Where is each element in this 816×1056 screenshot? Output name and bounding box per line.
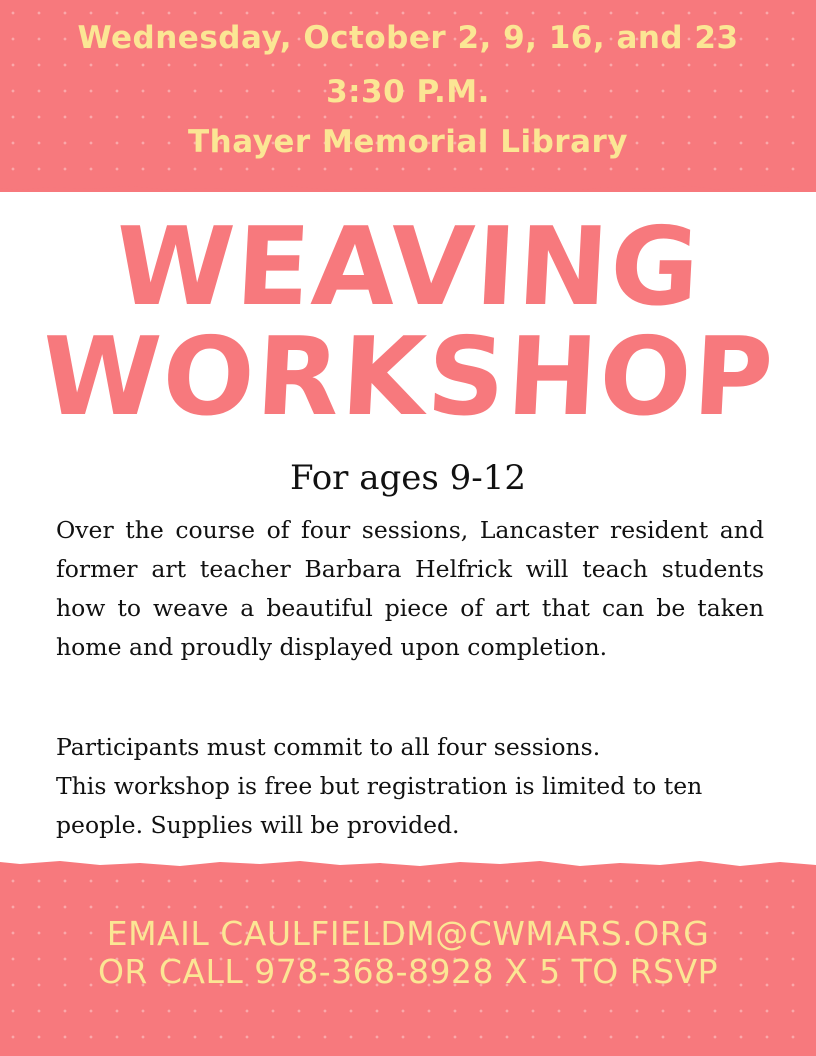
title-line-2: WORKSHOP <box>38 315 778 440</box>
event-dates: Wednesday, October 2, 9, 16, and 23 <box>77 20 739 56</box>
rsvp-email-line: EMAIL CAULFIELDM@CWMARS.ORG <box>106 914 710 953</box>
event-location: Thayer Memorial Library <box>188 124 628 160</box>
description-paragraph-2 <box>56 728 764 845</box>
event-time: 3:30 P.M. <box>326 74 490 110</box>
age-range: For ages 9-12 <box>289 458 527 498</box>
description-paragraph-1: Over the course of four sessions, Lancaster resident and former art teacher Barbara Helfrick will teach students how to weave a beautiful piece of art that can be taken home and proudly displayed upon completion. <box>56 516 764 661</box>
registration-note: This workshop is free but registration is limited to ten people. Supplies will be provided. <box>56 772 703 839</box>
commitment-note: Participants must commit to all four sessions. <box>56 733 601 761</box>
title-line-1: WEAVING <box>111 205 705 330</box>
rsvp-phone-line: OR CALL 978-368-8928 X 5 TO RSVP <box>97 952 719 991</box>
torn-edge-top <box>0 180 816 204</box>
